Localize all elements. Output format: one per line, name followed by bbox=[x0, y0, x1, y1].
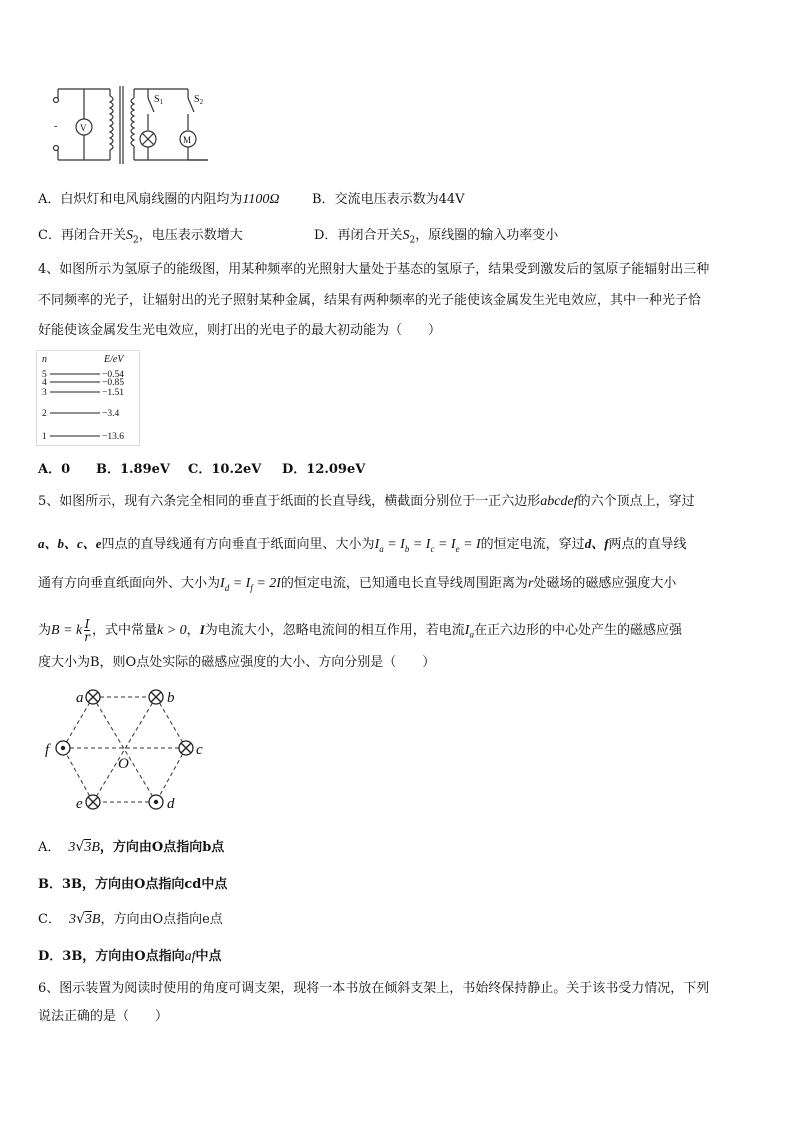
axis-e-label: E/eV bbox=[104, 354, 124, 365]
level-1-n: 1 bbox=[42, 432, 47, 442]
transformer-circuit-diagram bbox=[48, 84, 218, 166]
level-5-n: 5 bbox=[42, 370, 47, 380]
vertex-b-label: b bbox=[167, 690, 175, 706]
level-5-e: −0.54 bbox=[102, 370, 124, 380]
switch-s2-label: $S_2$ bbox=[194, 94, 204, 106]
q3-option-b: B．交流电压表示数为44V bbox=[312, 192, 465, 207]
q5-option-a: A． 3√3B，方向由O点指向b点 bbox=[38, 839, 225, 855]
q4-line-2: 不同频率的光子，让辐射出的光子照射某种金属，结果有两种频率的光子能使该金属发生光电效应，其中一种光子恰 bbox=[38, 293, 702, 308]
q5-line-2: a、b、c、e四点的直导线通有方向垂直于纸面向里、大小为$I_a = I_b = I_c = I_e = I$的恒定电流，穿过d、f两点的直导线 bbox=[38, 536, 687, 554]
q4-line-3: 好能使该金属发生光电效应，则打出的光电子的最大初动能为（ ） bbox=[38, 323, 442, 338]
energy-level-diagram bbox=[36, 350, 140, 446]
level-3-e: −1.51 bbox=[102, 388, 124, 398]
q5-line-5: 度大小为B，则O点处实际的磁感应强度的大小、方向分别是（ ） bbox=[38, 655, 436, 670]
vertex-f-label: f bbox=[45, 742, 50, 758]
q5-line-4: 为B = k $\frac{I}{r}$ ，式中常量k > 0，I为电流大小，忽略电流间的相互作用，若电流$I_a$在正六边形的中心处产生的磁感应强 bbox=[38, 617, 682, 644]
q5-option-d: D．3B，方向由O点指向af中点 bbox=[38, 949, 222, 964]
vertex-d-label: d bbox=[167, 796, 175, 812]
q3-option-c: C．再闭合开关$S_2$，电压表示数增大 bbox=[38, 228, 243, 246]
wire-a-cross-icon bbox=[86, 690, 100, 704]
q6-line-2: 说法正确的是（ ） bbox=[38, 1009, 169, 1024]
q5-option-c: C． 3√3B，方向由O点指向e点 bbox=[38, 911, 223, 927]
hexagon-wire-diagram bbox=[40, 682, 210, 814]
motor-label: M bbox=[183, 135, 192, 145]
q4-option-a: A．0 bbox=[38, 462, 71, 477]
minus-sign: - bbox=[54, 121, 58, 132]
center-o-label: O bbox=[118, 756, 129, 772]
q6-line-1: 6、图示装置为阅读时使用的角度可调支架，现将一本书放在倾斜支架上，书始终保持静止。关于该书受力情况，下列 bbox=[38, 981, 710, 996]
level-2-n: 2 bbox=[42, 409, 47, 419]
wire-f-dot-icon bbox=[56, 741, 70, 755]
vertex-a-label: a bbox=[76, 690, 84, 706]
level-1-e: −13.6 bbox=[102, 432, 124, 442]
vertex-e-label: e bbox=[76, 796, 83, 812]
vertex-c-label: c bbox=[196, 742, 203, 758]
level-4-e: −0.85 bbox=[102, 378, 124, 388]
axis-n-label: n bbox=[42, 354, 47, 365]
q4-option-d: D．12.09eV bbox=[282, 462, 366, 477]
wire-b-cross-icon bbox=[149, 690, 163, 704]
voltmeter-label: V bbox=[80, 123, 87, 133]
q4-line-1: 4、如图所示为氢原子的能级图，用某种频率的光照射大量处于基态的氢原子，结果受到激发后的氢原子能辐射出三种 bbox=[38, 262, 710, 277]
q4-option-c: C．10.2eV bbox=[188, 462, 262, 477]
switch-s1-label: $S_1$ bbox=[154, 94, 164, 106]
q3-option-a: A．白炽灯和电风扇线圈的内阻均为1100Ω bbox=[38, 192, 280, 207]
q5-line-1: 5、如图所示，现有六条完全相同的垂直于纸面的长直导线，横截面分别位于一正六边形abcdef的六个顶点上，穿过 bbox=[38, 494, 695, 509]
q4-option-b: B．1.89eV bbox=[96, 462, 171, 477]
q5-line-3: 通有方向垂直纸面向外、大小为$I_d = I_f = 2I$的恒定电流，已知通电长直导线周围距离为r处磁场的磁感应强度大小 bbox=[38, 576, 677, 593]
q5-option-b: B．3B，方向由O点指向cd中点 bbox=[38, 877, 228, 892]
wire-d-dot-icon bbox=[149, 795, 163, 809]
wire-e-cross-icon bbox=[86, 795, 100, 809]
level-3-n: 3 bbox=[42, 388, 47, 398]
wire-c-cross-icon bbox=[179, 741, 193, 755]
level-4-n: 4 bbox=[42, 378, 47, 388]
level-2-e: −3.4 bbox=[102, 409, 120, 419]
q3-option-d: D．再闭合开关$S_2$，原线圈的输入功率变小 bbox=[314, 228, 559, 246]
